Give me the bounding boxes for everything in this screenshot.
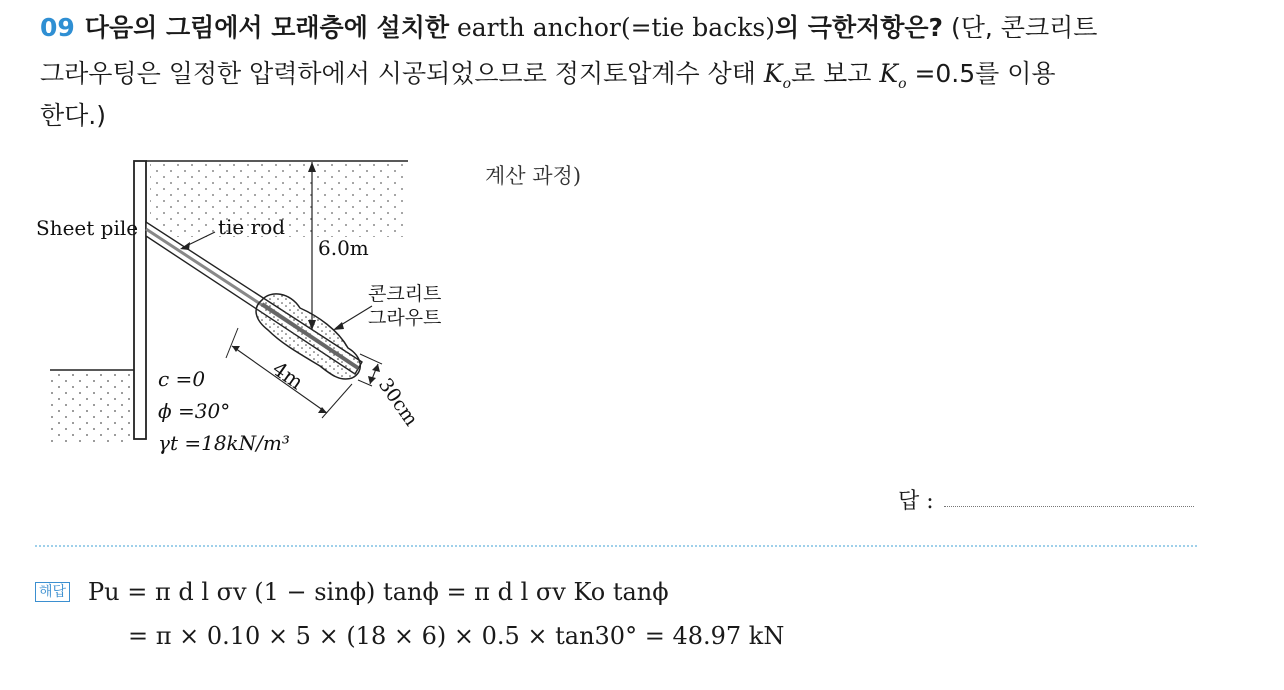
grout-label-1: 콘크리트 xyxy=(368,283,442,305)
answer-blank[interactable] xyxy=(944,506,1194,507)
diameter-dimension xyxy=(360,354,382,364)
ko-sub-1: o xyxy=(782,76,792,92)
solution-line-2: = π × 0.10 × 5 × (18 × 6) × 0.5 × tan30° = 48.97 kN xyxy=(128,622,785,650)
sheet-pile xyxy=(134,161,146,439)
question-number: 09 xyxy=(40,13,75,42)
diameter-label: 30cm xyxy=(373,374,423,431)
ko-symbol-2: K xyxy=(879,59,899,88)
front-soil xyxy=(50,372,132,442)
section-divider xyxy=(35,545,1197,547)
question-text-2b: 로 보고 xyxy=(791,59,880,88)
question-text-3: 한다.) xyxy=(40,101,107,130)
tie-rod-label: tie rod xyxy=(218,215,286,239)
ko-sub-2: o xyxy=(898,76,907,92)
length-label: 4m xyxy=(268,356,308,395)
grout-label-2: 그라우트 xyxy=(368,307,442,329)
solution-line-1: Pu = π d l σv (1 − sinϕ) tanϕ = π d l σv Ko tanϕ xyxy=(88,578,669,606)
solution-tag: 해답 xyxy=(35,582,70,602)
question-text-bold: 다음의 그림에서 모래층에 설치한 xyxy=(84,13,450,42)
question-text-condition: (단, 콘크리트 xyxy=(943,13,1098,42)
question-text-2a: 그라우팅은 일정한 압력하에서 시공되었으므로 정지토압계수 상태 xyxy=(40,59,764,88)
question-text-2c: =0.5를 이용 xyxy=(906,59,1056,88)
soil-cohesion: c =0 xyxy=(158,367,206,391)
question-text-bold-2: 의 극한저항은? xyxy=(774,13,944,42)
answer-label: 답 : xyxy=(898,489,934,514)
ko-symbol-1: K xyxy=(763,59,783,88)
calculation-label: 계산 과정) xyxy=(485,164,582,188)
depth-label: 6.0m xyxy=(318,236,369,260)
sheet-pile-label: Sheet pile xyxy=(36,216,139,240)
soil-unit-weight: γt =18kN/m³ xyxy=(158,431,290,455)
soil-friction-angle: ϕ =30° xyxy=(158,399,231,423)
question-text-english: earth anchor(=tie backs) xyxy=(449,13,775,42)
